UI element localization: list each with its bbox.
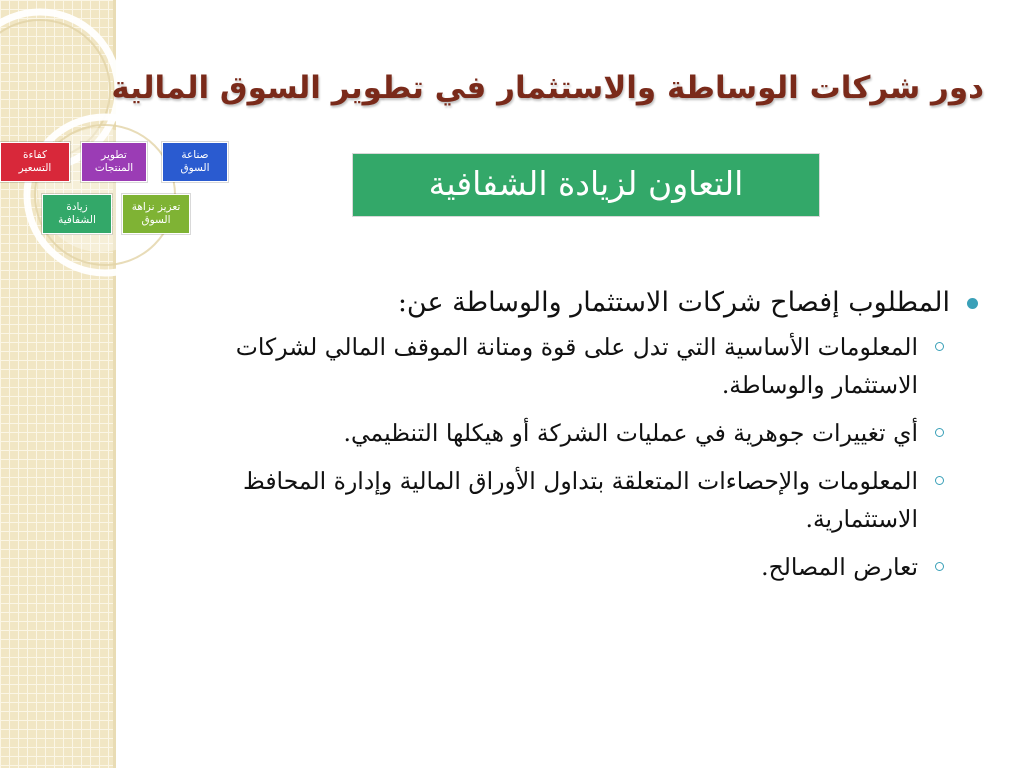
tile-label-line2: التسعير — [18, 162, 52, 174]
tile-market-making — [162, 142, 228, 182]
tile-label-line2: السوق — [141, 214, 171, 226]
ring-bullet-icon — [935, 428, 944, 437]
sub-bullet-text: أي تغييرات جوهرية في عمليات الشركة أو هيكلها التنظيمي. — [343, 419, 918, 447]
tile-increase-transparency — [42, 194, 112, 234]
ring-bullet-icon — [935, 342, 944, 351]
tile-label-line1: كفاءة — [23, 149, 47, 161]
tile-label-line2: المنتجات — [94, 162, 134, 174]
tile-label-line1: تطوير — [101, 149, 127, 161]
tile-label-line1: صناعة — [181, 149, 209, 161]
sub-bullet — [154, 462, 984, 538]
tile-label-line1: تعزيز نزاهة — [131, 201, 181, 213]
tile-label-line2: الشفافية — [58, 214, 96, 226]
slide-body — [154, 282, 984, 596]
sub-bullet — [154, 414, 984, 452]
slide-title: دور شركات الوساطة والاستثمار في تطوير السوق المالية — [111, 70, 984, 106]
sub-bullet — [154, 548, 984, 586]
sub-bullet-text: المعلومات والإحصاءات المتعلقة بتداول الأوراق المالية وإدارة المحافظ الاستثمارية. — [243, 467, 918, 533]
ring-bullet-icon — [935, 476, 944, 485]
main-bullet — [154, 282, 984, 324]
sub-bullet-text: المعلومات الأساسية التي تدل على قوة ومتانة الموقف المالي لشركات الاستثمار والوساطة. — [235, 333, 918, 399]
tile-product-development — [81, 142, 147, 182]
sub-bullet-text: تعارض المصالح. — [761, 553, 918, 581]
section-banner: التعاون لزيادة الشفافية — [353, 154, 819, 216]
tile-pricing-efficiency — [0, 142, 70, 182]
tile-label-line2: السوق — [180, 162, 210, 174]
tile-label-line1: زيادة — [66, 201, 88, 213]
ring-bullet-icon — [935, 562, 944, 571]
bullet-dot-icon — [967, 298, 978, 309]
tile-market-integrity — [122, 194, 190, 234]
sub-bullet — [154, 328, 984, 404]
main-bullet-text: المطلوب إفصاح شركات الاستثمار والوساطة عن: — [397, 287, 950, 318]
